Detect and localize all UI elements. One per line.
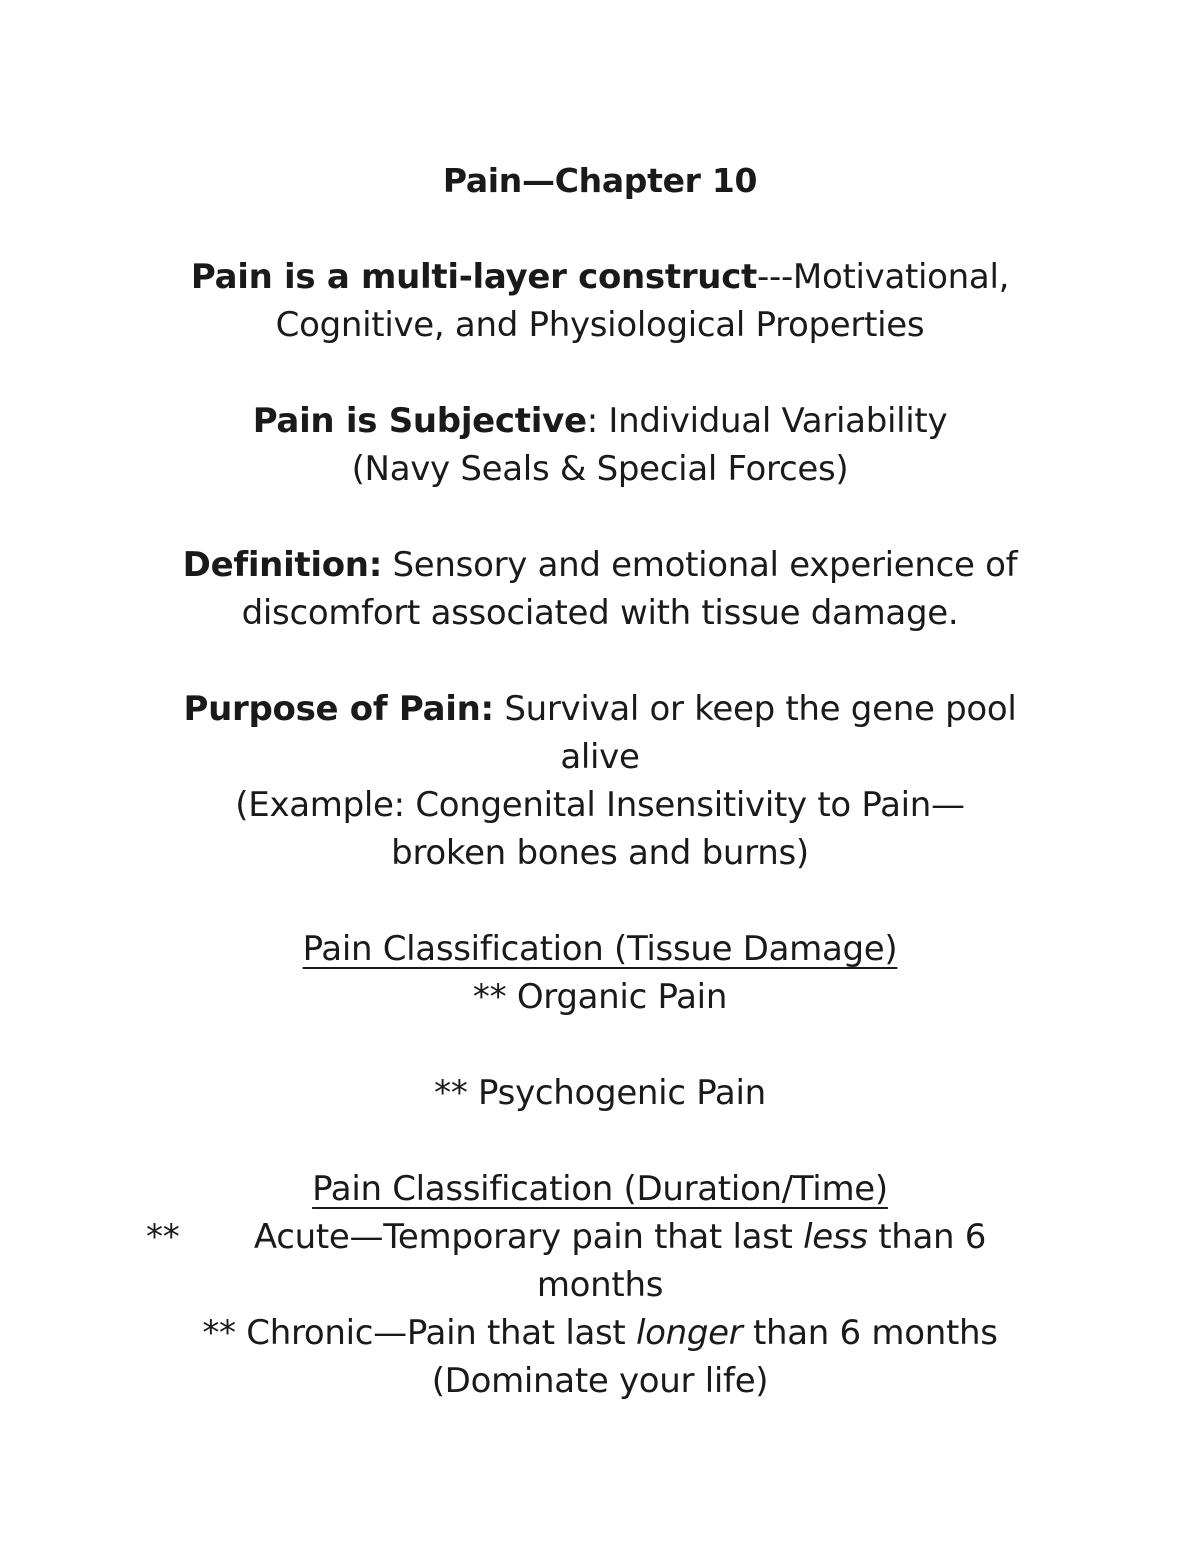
purpose-line-2: alive [560,737,640,777]
definition-line-1 [0,541,1200,589]
acute-line-1 [0,1213,1200,1261]
page-title: Pain—Chapter 10 [442,161,758,200]
chronic-text-post: than 6 months [742,1313,998,1353]
definition-line-2: discomfort associated with tissue damage. [241,593,959,633]
subjective-line-1 [0,397,1200,445]
definition-label: Definition: [182,545,382,585]
duration-classification-heading [0,1165,1200,1213]
chronic-line-2: (Dominate your life) [431,1361,769,1401]
organic-pain-item: ** Organic Pain [472,977,728,1017]
definition-text-1: Sensory and emotional experience of [382,545,1018,585]
duration-heading-text: Pain Classification (Duration/Time) [312,1169,888,1209]
chronic-line-1 [0,1309,1200,1357]
acute-line-2: months [536,1265,664,1305]
purpose-line-3: (Example: Congenital Insensitivity to Pain— [235,785,965,825]
acute-text-pre: Acute—Temporary pain that last [253,1217,804,1257]
construct-line-1 [0,253,1200,301]
acute-text-emphasis: less [803,1217,868,1257]
construct-line-2: Cognitive, and Physiological Properties [275,305,925,345]
construct-label: Pain is a multi-layer construct [190,257,758,297]
tissue-heading-text: Pain Classification (Tissue Damage) [302,929,898,969]
construct-text-1: ---Motivational, [757,257,1010,297]
subjective-label: Pain is Subjective [252,401,587,441]
subjective-line-2: (Navy Seals & Special Forces) [351,449,849,489]
purpose-text-1: Survival or keep the gene pool [493,689,1017,729]
purpose-label: Purpose of Pain: [183,689,494,729]
chronic-text-pre: ** Chronic—Pain that last [202,1313,636,1353]
chronic-text-emphasis: longer [635,1313,743,1353]
tissue-classification-heading [0,925,1200,973]
purpose-line-1 [0,685,1200,733]
subjective-text-1: : Individual Variability [586,401,948,441]
psychogenic-pain-item: ** Psychogenic Pain [434,1073,766,1113]
acute-bullet: ** [146,1217,180,1257]
acute-text-post: than 6 [867,1217,987,1257]
purpose-line-4: broken bones and burns) [391,833,809,873]
